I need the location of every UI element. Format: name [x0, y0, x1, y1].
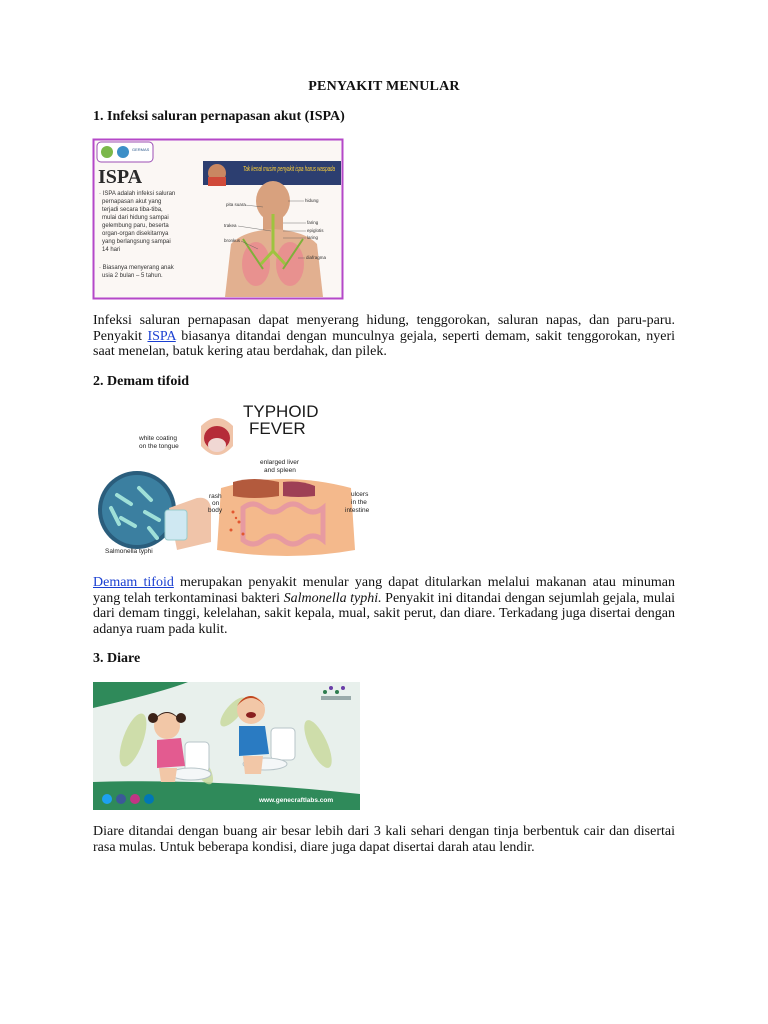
label-diafragma: diafragma [306, 255, 327, 260]
paragraph-ispa-text-a: Infeksi saluran pernapasan dapat menyerang hidung, tenggorokan, saluran napas, dan paru-paru. Penyakit [93, 313, 675, 344]
label-epiglotis: epiglotis [307, 228, 324, 233]
paragraph-tifoid-text-b: Penyakit ini ditandai dengan sejumlah gejala, mulai dari demam tinggi, kelelahan, sakit kepala, mual, sakit perut, dan diare. Terkadang juga disertai dengan adanya ruam pada kulit. [93, 590, 675, 637]
instagram-icon [130, 794, 140, 804]
svg-text:· ISPA adalah infeksi saluran: · ISPA adalah infeksi saluran [99, 191, 176, 197]
facebook-icon [116, 794, 126, 804]
section-heading-ispa: 1. Infeksi saluran pernapasan akut (ISPA) [93, 109, 345, 124]
paragraph-ispa [93, 313, 675, 360]
typhoid-title-line2: FEVER [249, 419, 306, 438]
tongue-illustration [201, 418, 233, 455]
label-and-spleen: and spleen [264, 467, 296, 474]
svg-text:yang berlangsung sampai: yang berlangsung sampai [102, 239, 171, 245]
ispa-banner-text: Tak kenal musim penyakit ispa harus waspada [243, 166, 336, 173]
logo-badges [97, 142, 153, 162]
paragraph-ispa-text-b: biasanya ditandai dengan munculnya gejala, seperti demam, sakit tenggorokan, nyeri saat menelan, batuk kering atau berdahak, dan pilek. [93, 328, 675, 359]
label-laring: laring [307, 235, 319, 240]
label-white-coating: white coating [139, 435, 177, 442]
salmonella-italic: Salmonella typhi. [283, 590, 382, 606]
typhoid-infographic [93, 400, 383, 562]
label-enlarged-liver: enlarged liver [260, 459, 300, 466]
svg-text:14 hari: 14 hari [102, 247, 121, 253]
label-ulcers: ulcers [351, 491, 369, 498]
label-bronkus: bronkus [224, 238, 241, 243]
svg-text:gelembung paru, beserta: gelembung paru, beserta [102, 223, 169, 229]
svg-text:pernapasan akut yang: pernapasan akut yang [102, 199, 162, 205]
logo-germas: GERMAS [132, 147, 150, 152]
label-faring: faring [307, 220, 319, 225]
paragraph-diare: Diare ditandai dengan buang air besar lebih dari 3 kali sehari dengan tinja berbentuk cair dan disertai rasa mulas. Untuk beberapa kondisi, diare juga dapat disertai darah atau lendir. [93, 824, 675, 855]
svg-text:usia 2 bulan – 5 tahun.: usia 2 bulan – 5 tahun. [102, 273, 163, 279]
section-heading-tifoid: 2. Demam tifoid [93, 374, 190, 389]
website-url: www.genecraftlabs.com [259, 797, 334, 804]
svg-text:· Biasanya menyerang anak: · Biasanya menyerang anak [99, 265, 174, 271]
abdomen-intestine-illustration [217, 479, 355, 556]
label-intestine: intestine [345, 507, 370, 514]
label-in-the: in the [351, 499, 367, 506]
typhoid-title-line1: TYPHOID [243, 402, 319, 421]
label-body: body [208, 507, 223, 514]
label-rash: rash [209, 493, 222, 500]
ispa-figure-title: ISPA [98, 166, 143, 188]
svg-text:mulai dari hidung sampai: mulai dari hidung sampai [102, 215, 169, 221]
linkedin-icon [144, 794, 154, 804]
twitter-icon [102, 794, 112, 804]
ispa-infographic [93, 139, 343, 299]
label-pita-suara: pita suara [226, 202, 246, 207]
diare-illustration [93, 682, 360, 810]
svg-text:organ-organ disekitarnya: organ-organ disekitarnya [102, 231, 169, 237]
label-on-the-tongue: on the tongue [139, 443, 179, 450]
svg-text:terjadi secara tiba-tiba,: terjadi secara tiba-tiba, [102, 207, 163, 213]
document-title: PENYAKIT MENULAR [308, 79, 460, 94]
label-on: on [212, 500, 220, 507]
label-salmonella-typhi: Salmonella typhi [105, 548, 153, 555]
paragraph-tifoid-text-a: merupakan penyakit menular yang dapat ditularkan melalui makanan atau minuman yang telah terkontaminasi bakteri [93, 575, 675, 606]
demam-tifoid-link[interactable]: Demam tifoid [93, 575, 174, 590]
label-trakea: trakea [224, 223, 237, 228]
ispa-link[interactable]: ISPA [147, 328, 176, 344]
label-hidung: hidung [305, 198, 319, 203]
paragraph-tifoid [93, 575, 675, 637]
section-heading-diare: 3. Diare [93, 651, 141, 666]
